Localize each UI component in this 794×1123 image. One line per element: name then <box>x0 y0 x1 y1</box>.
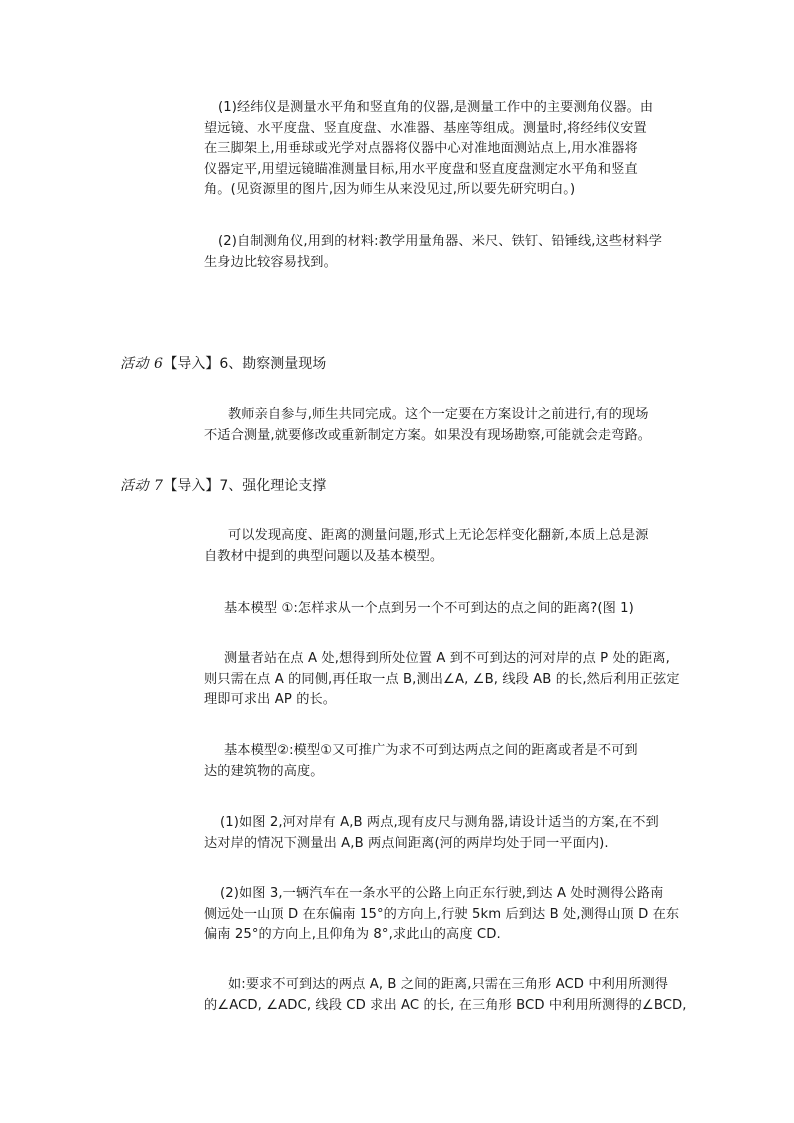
paragraph-basic-model-1 <box>204 599 674 620</box>
text-line: 角。(见资源里的图片,因为师生从来没见过,所以要先研究明白。) <box>204 182 576 197</box>
paragraph-model-1-explanation <box>204 649 680 711</box>
paragraph-site-survey <box>204 405 674 446</box>
text-line: 的∠ACD, ∠ADC, 线段 CD 求出 AC 的长, 在三角形 BCD 中利用所测得的∠BCD, <box>204 997 687 1013</box>
text-line: 自教材中提到的典型问题以及基本模型。 <box>204 548 444 564</box>
paragraph-problem-1 <box>204 813 674 854</box>
text-line: 基本模型②:模型①又可推广为求不可到达两点之间的距离或者是不可到 <box>224 743 638 758</box>
text-line: 侧远处一山顶 D 在东偏南 15°的方向上,行驶 5km 后到达 B 处,测得山顶 D 在东 <box>204 906 680 922</box>
text-line: (2)自制测角仪,用到的材料:教学用量角器、米尺、铁钉、铅锤线,这些材料学 <box>218 234 663 249</box>
text-line: 则只需在点 A 的同侧,再任取一点 B,测出∠A, ∠B, 线段 AB 的长,然后利用正弦定 <box>204 671 680 687</box>
paragraph-theodolite <box>204 98 674 201</box>
text-line: 生身边比较容易找到。 <box>204 254 337 270</box>
paragraph-basic-model-2 <box>204 741 674 782</box>
paragraph-example-solution <box>204 975 687 1016</box>
heading-activity-7 <box>120 476 326 496</box>
text-line: 仪器定平,用望远镜瞄准测量目标,用水平度盘和竖直度盘测定水平角和竖直 <box>204 161 638 177</box>
text-line: (1)经纬仪是测量水平角和竖直角的仪器,是测量工作中的主要测角仪器。由 <box>218 100 654 115</box>
text-line: 教师亲自参与,师生共同完成。这个一定要在方案设计之前进行,有的现场 <box>228 407 649 422</box>
text-line: (1)如图 2,河对岸有 A,B 两点,现有皮尺与测角器,请设计适当的方案,在不到 <box>220 815 659 830</box>
paragraph-theory <box>204 526 674 567</box>
text-line: 可以发现高度、距离的测量问题,形式上无论怎样变化翻新,本质上总是源 <box>228 528 649 543</box>
text-line: 测量者站在点 A 处,想得到所处位置 A 到不可到达的河对岸的点 P 处的距离, <box>224 651 670 666</box>
heading-text: 【导入】6、勘察测量现场 <box>163 356 327 372</box>
text-line: 望远镜、水平度盘、竖直度盘、水准器、基座等组成。测量时,将经纬仪安置 <box>204 120 647 136</box>
text-line: (2)如图 3,一辆汽车在一条水平的公路上向正东行驶,到达 A 处时测得公路南 <box>220 886 664 901</box>
activity-label: 活动 7 <box>120 478 164 494</box>
heading-activity-6 <box>120 354 326 374</box>
paragraph-homemade-instrument <box>204 232 674 273</box>
text-line: 基本模型 ①:怎样求从一个点到另一个不可到达的点之间的距离?(图 1) <box>224 601 634 616</box>
text-line: 如:要求不可到达的两点 A, B 之间的距离,只需在三角形 ACD 中利用所测得 <box>228 977 669 992</box>
text-line: 不适合测量,就要修改或重新制定方案。如果没有现场勘察,可能就会走弯路。 <box>204 427 652 443</box>
text-line: 达的建筑物的高度。 <box>204 763 324 779</box>
text-line: 在三脚架上,用垂球或光学对点器将仪器中心对准地面测站点上,用水准器将 <box>204 141 638 156</box>
text-line: 达对岸的情况下测量出 A,B 两点间距离(河的两岸均处于同一平面内). <box>204 835 609 851</box>
activity-label: 活动 6 <box>120 356 164 372</box>
heading-text: 【导入】7、强化理论支撑 <box>163 478 327 494</box>
paragraph-problem-2 <box>204 884 680 946</box>
text-line: 偏南 25°的方向上,且仰角为 8°,求此山的高度 CD. <box>204 927 501 942</box>
text-line: 理即可求出 AP 的长。 <box>204 692 337 707</box>
